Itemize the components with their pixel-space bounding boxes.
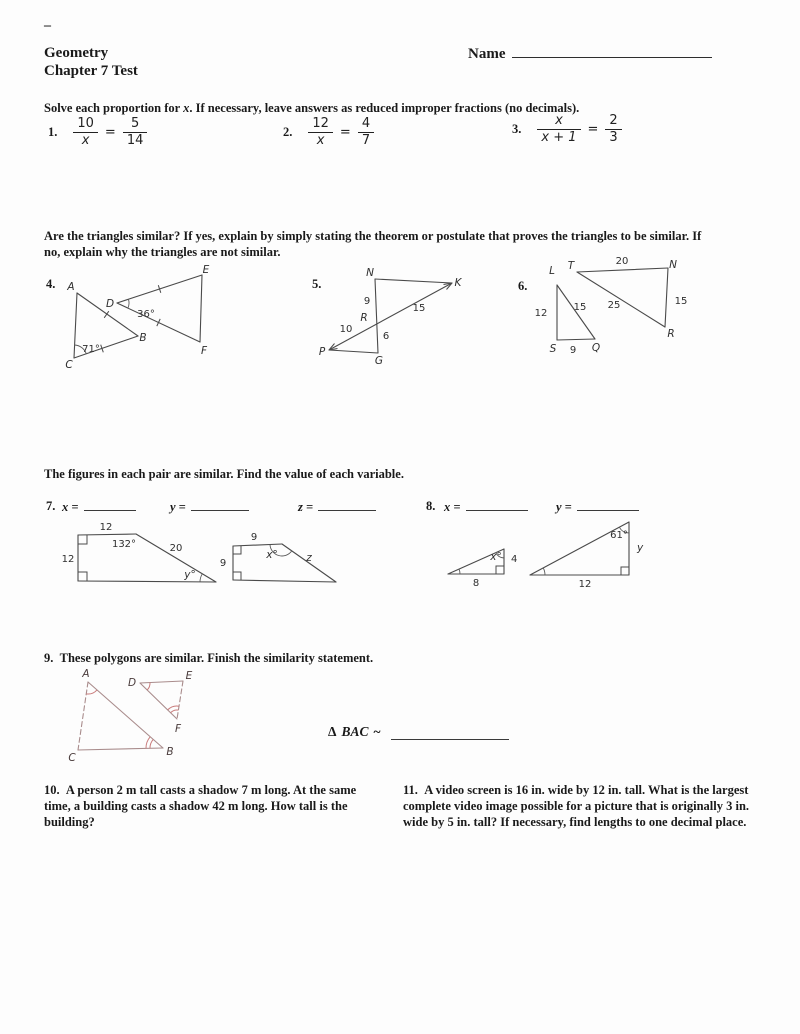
vertex-label-b: B — [166, 746, 174, 758]
vertex-label-a: A — [82, 668, 90, 680]
vertex-label-b: B — [139, 332, 147, 344]
small-hypotenuse-length: z — [306, 552, 312, 564]
problem-10 — [44, 782, 379, 830]
segment-sq-length: 9 — [569, 345, 577, 356]
frac-numerator: 10 — [73, 116, 98, 133]
small-side-length: 4 — [511, 554, 518, 565]
vertex-label-r: R — [360, 312, 368, 324]
delta-symbol: Δ — [328, 724, 337, 739]
course-title: Geometry — [44, 45, 109, 61]
problem-11-number: 11. — [403, 783, 418, 797]
segment-rk-length: 15 — [412, 303, 426, 314]
vertex-label-c: C — [68, 752, 76, 764]
triangle-def — [140, 681, 183, 719]
angle-36-label: 36° — [137, 309, 155, 320]
frac-numerator: 2 — [605, 113, 621, 130]
vertex-label-t: T — [567, 260, 575, 272]
problem-10-number: 10. — [44, 783, 60, 797]
triangle-tnr — [577, 268, 668, 327]
problem-10-text: A person 2 m tall casts a shadow 7 m long. At the same time, a building casts a shadow 42 m long. How tall is the building? — [44, 783, 357, 829]
large-hypotenuse-length: 20 — [169, 543, 183, 554]
vertex-label-f: F — [174, 723, 182, 735]
problem-7-number: 7. — [46, 499, 56, 513]
y-equals-label: y = — [556, 500, 572, 514]
triangle-def — [117, 275, 202, 342]
instr1-var: x — [183, 101, 190, 115]
frac-numerator: x — [537, 113, 580, 130]
frac-denominator: x — [316, 132, 325, 148]
answer-blank — [577, 498, 639, 511]
frac-numerator: 12 — [308, 116, 333, 133]
segment-tn-length: 20 — [615, 256, 629, 267]
problem-7-diagram — [60, 518, 352, 593]
vertex-label-r: R — [667, 328, 675, 340]
answer-blank — [391, 727, 509, 740]
triangle-abc — [78, 682, 163, 750]
similarity-statement — [328, 724, 509, 740]
angle-71-label: 71° — [82, 344, 100, 355]
frac-denominator: 14 — [126, 132, 144, 148]
similar-symbol: ~ — [373, 724, 381, 739]
angle-132-label: 132° — [111, 539, 137, 550]
answer-blank — [191, 498, 249, 511]
problem-8-diagram — [430, 512, 678, 592]
name-field — [468, 44, 712, 63]
problem-5-diagram — [315, 262, 465, 366]
equals-sign: = — [587, 121, 599, 137]
problem-2 — [283, 116, 374, 148]
angle-x-label: x° — [266, 549, 278, 561]
page-title: Chapter 7 Test — [44, 63, 138, 79]
frac-numerator: 4 — [358, 116, 374, 133]
instr2-line2: no, explain why the triangles are not similar. — [44, 245, 281, 259]
problem-7-z-answer — [298, 498, 376, 516]
large-left-length: 12 — [61, 554, 75, 565]
figure-lines — [329, 279, 452, 353]
vertex-label-q: Q — [591, 342, 601, 354]
segment-tr-length: 25 — [607, 300, 621, 311]
y-equals-label: y = — [170, 500, 186, 514]
large-base-length: 12 — [578, 579, 592, 590]
vertex-label-n: N — [669, 259, 677, 271]
problem-11 — [403, 782, 771, 830]
problem-5-number: 5. — [312, 277, 322, 291]
problem-1-left-fraction — [73, 116, 98, 148]
segment-nr-length: 15 — [674, 296, 688, 307]
vertex-label-e: E — [202, 264, 210, 276]
instr1-post: . If necessary, leave answers as reduced improper fractions (no decimals). — [189, 101, 580, 115]
small-base-length: 8 — [472, 578, 480, 589]
problem-2-number: 2. — [283, 124, 293, 139]
problem-7-x-answer — [62, 498, 136, 516]
vertex-label-g: G — [374, 355, 384, 367]
problem-8-number: 8. — [426, 499, 436, 513]
segment-pr-length: 10 — [339, 324, 353, 335]
problem-2-right-fraction — [358, 116, 374, 148]
vertex-label-n: N — [366, 267, 374, 279]
vertex-label-a: A — [67, 281, 75, 293]
angle-x-label: x° — [490, 551, 502, 563]
problem-1 — [48, 116, 147, 148]
vertex-label-k: K — [454, 277, 462, 289]
segment-rg-length: 6 — [382, 331, 390, 342]
x-equals-label: x = — [62, 500, 79, 514]
problem-3-right-fraction — [605, 113, 621, 145]
large-top-length: 12 — [99, 522, 113, 533]
problem-11-text: A video screen is 16 in. wide by 12 in. tall. What is the largest complete video image possible for a picture that is originally 3 in. wide by 5 in. tall? If necessary, find lengths to one decimal place. — [403, 783, 750, 829]
answer-blank — [318, 498, 376, 511]
small-top-length: 9 — [250, 532, 258, 543]
section1-instruction — [44, 100, 764, 116]
angle-61-label: 61° — [610, 530, 628, 541]
instr1-pre: Solve each proportion for — [44, 101, 184, 115]
vertex-label-s: S — [549, 343, 557, 355]
x-equals-label: x = — [444, 500, 461, 514]
problem-3-number: 3. — [512, 121, 522, 136]
frac-numerator: 5 — [123, 116, 148, 133]
equals-sign: = — [339, 124, 351, 140]
stray-dash: – — [44, 18, 51, 33]
triangle-name: BAC — [341, 724, 369, 739]
problem-6-diagram — [528, 253, 698, 365]
name-label: Name — [468, 46, 506, 62]
problem-3 — [512, 113, 622, 145]
name-blank — [512, 44, 712, 58]
problem-9-diagram — [60, 663, 245, 768]
vertex-label-f: F — [200, 345, 208, 357]
frac-denominator: 3 — [609, 129, 618, 145]
small-trapezoid — [233, 544, 336, 582]
segment-nr-length: 9 — [363, 296, 371, 307]
frac-denominator: x — [81, 132, 90, 148]
angle-y-label: y° — [184, 569, 196, 581]
problem-7-y-answer — [170, 498, 249, 516]
problem-9-number: 9. — [44, 651, 54, 665]
problem-4-number: 4. — [46, 277, 56, 291]
answer-blank — [466, 498, 528, 511]
segment-ls-length: 12 — [534, 308, 548, 319]
frac-denominator: 7 — [361, 132, 371, 148]
instr2-line1: Are the triangles similar? If yes, explain by simply stating the theorem or postulate that proves the triangles to be similar. If — [44, 229, 702, 243]
problem-3-left-fraction — [537, 113, 580, 145]
vertex-label-d: D — [127, 677, 137, 689]
frac-denominator: x + 1 — [541, 129, 577, 145]
vertex-label-p: P — [318, 346, 326, 358]
vertex-label-l: L — [549, 265, 555, 277]
problem-1-number: 1. — [48, 124, 58, 139]
problem-6-number: 6. — [518, 279, 528, 293]
segment-lq-length: 15 — [573, 302, 587, 313]
instruction-text: These polygons are similar. Finish the similarity statement. — [59, 651, 374, 665]
large-side-length: y — [637, 542, 644, 554]
section3-instruction: The figures in each pair are similar. Find the value of each variable. — [44, 467, 404, 481]
vertex-label-c: C — [65, 359, 73, 371]
z-equals-label: z = — [298, 500, 314, 514]
problem-1-right-fraction — [123, 116, 148, 148]
problem-4-diagram — [58, 262, 223, 370]
answer-blank — [84, 498, 136, 511]
equals-sign: = — [104, 124, 116, 140]
vertex-label-e: E — [185, 670, 193, 682]
problem-2-left-fraction — [308, 116, 333, 148]
small-left-length: 9 — [219, 558, 227, 569]
vertex-label-d: D — [105, 298, 115, 310]
